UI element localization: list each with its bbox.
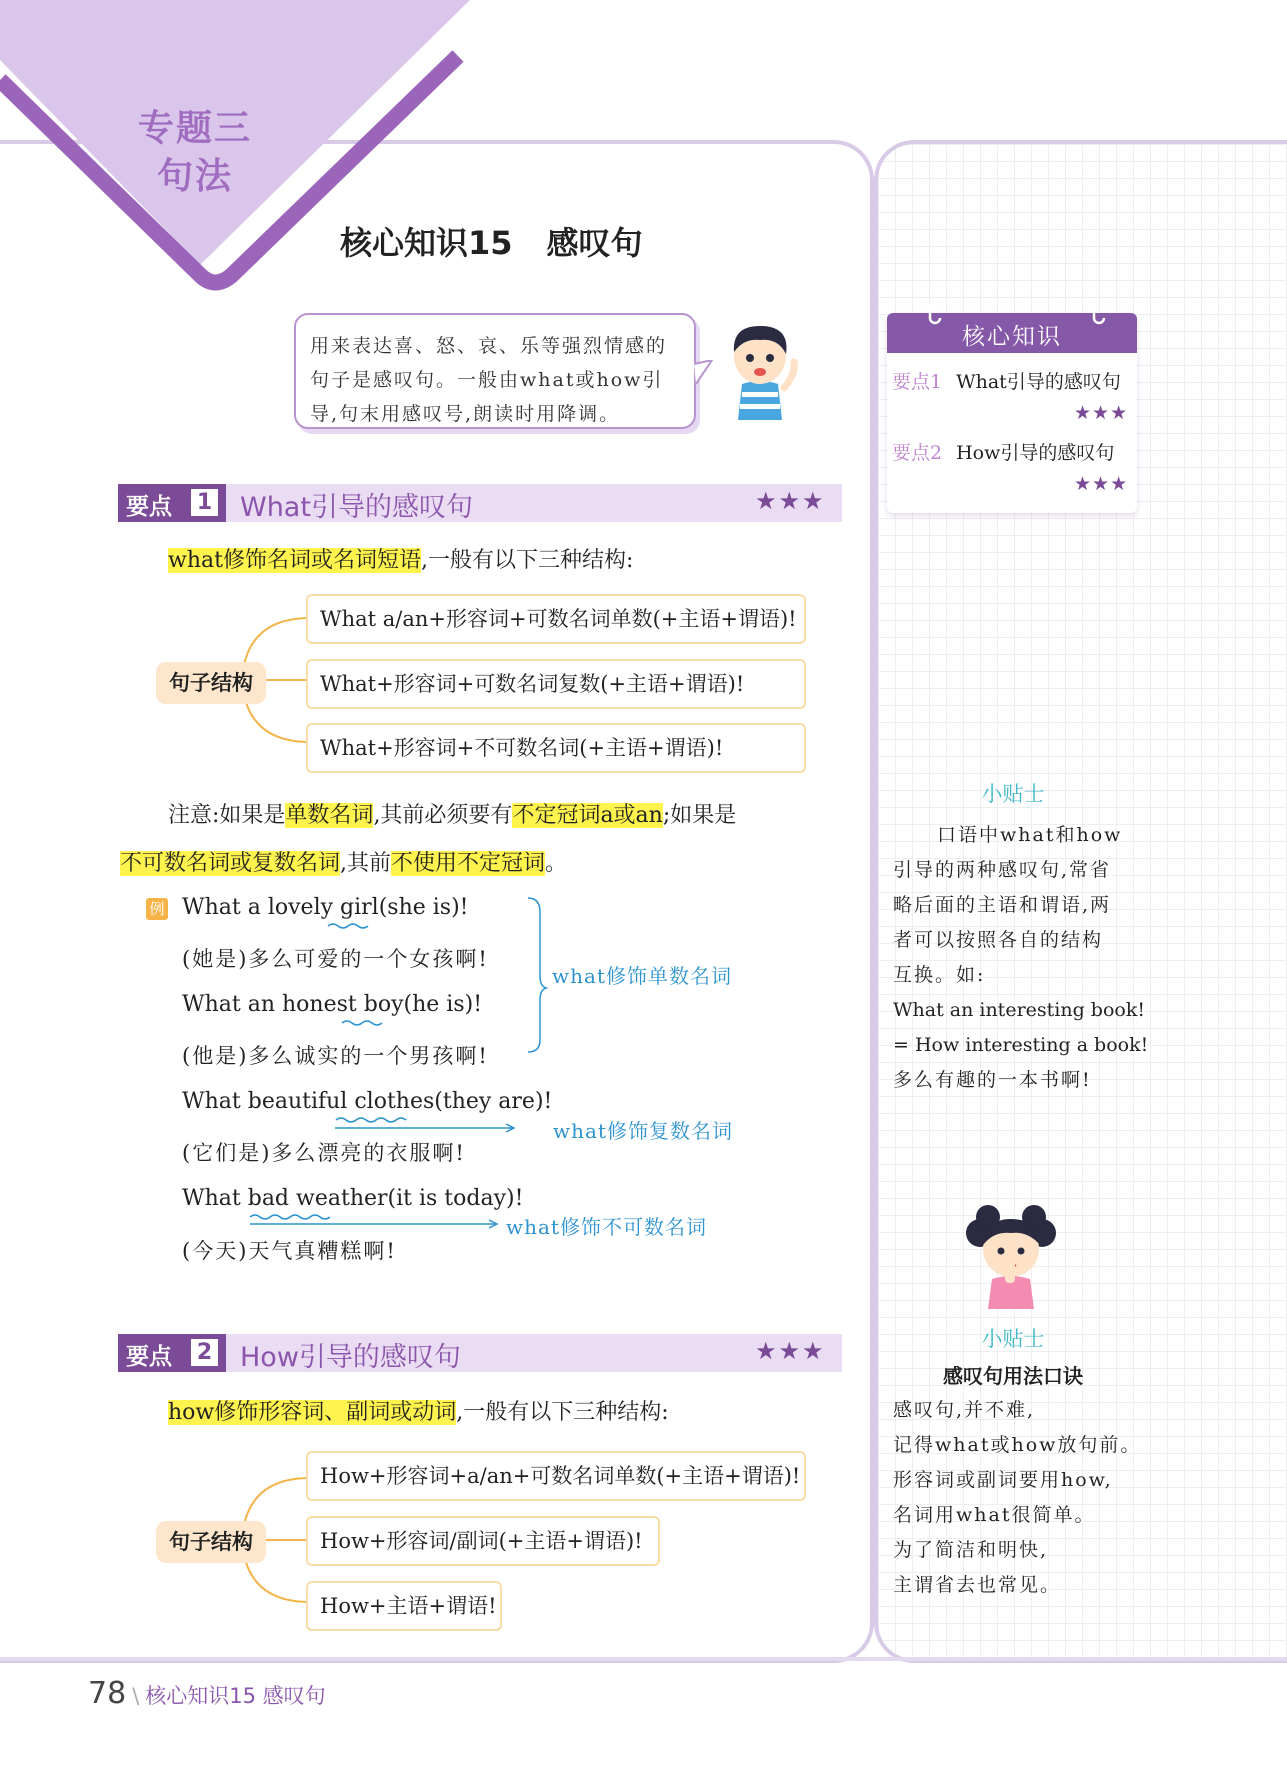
section2-number: 2 [191,1339,218,1366]
highlight: how修饰形容词、副词或动词 [168,1400,457,1425]
note-text: ,其前 [340,851,392,876]
item-text: How引导的感叹句 [956,442,1115,464]
item-stars: ★★★ [1074,473,1129,495]
core-knowledge-item [892,438,1114,465]
section1-structure-box: What a/an+形容词+可数名词单数(+主语+谓语)! [306,594,806,644]
tip-line: 形容词或副词要用how, [893,1469,1113,1491]
page-title-name: 感叹句 [546,224,643,262]
note-text: ,其前必须要有 [373,803,513,828]
topic-line-2: 句法 [156,156,233,197]
section2-lead [168,1395,669,1426]
intro-line: 导,句末用感叹号,朗读时用降调。 [310,403,621,425]
example-annotations [150,890,750,1250]
section1-lead-rest: ,一般有以下三种结构: [420,548,634,573]
section2-label: 要点 [126,1344,172,1370]
tip-line: 名词用what很简单。 [893,1504,1096,1526]
tip-line: 多么有趣的一本书啊! [893,1069,1092,1091]
highlight: 不可数名词或复数名词 [120,851,341,876]
example-en-text: What beautiful [182,1089,355,1114]
annotation-plural: what修饰复数名词 [553,1119,733,1143]
tip1-title: 小贴士 [981,782,1045,806]
highlight: 不定冠词a或an [512,803,663,828]
section1-struct-label: 句子结构 [156,662,266,704]
section2-stars: ★★★ [755,1337,826,1365]
tip-line: What an interesting book! [893,999,1145,1021]
tip-line: 互换。如: [893,964,986,986]
section1-label: 要点 [126,494,172,520]
example-en-text: (they are)! [434,1089,553,1114]
example-en-text: What an honest [182,992,364,1017]
section1-note-line1 [168,798,736,829]
tip1-body [893,818,1148,1098]
section1-header-bar [118,484,842,522]
page-footer [88,1676,326,1711]
example-cn: (它们是)多么漂亮的衣服啊! [182,1141,466,1165]
section2-structure-box: How+形容词+a/an+可数名词单数(+主语+谓语)! [306,1451,806,1501]
section2-lead-rest: ,一般有以下三种结构: [456,1400,669,1425]
tip-line: 主谓省去也常见。 [893,1574,1062,1596]
item-label: 要点2 [892,442,943,464]
footer-separator: \ [132,1684,140,1708]
tip-line: 者可以按照各自的结构 [893,929,1104,951]
example-en-text: (he is)! [403,992,483,1017]
example-en-text: What bad [182,1186,297,1211]
note-text: ;如果是 [662,803,737,828]
note-text: 。 [545,851,568,876]
tip2-body [893,1393,1141,1603]
annotation-singular: what修饰单数名词 [552,964,732,988]
example-keyword: boy [363,992,404,1017]
topic-line-1: 专题三 [137,108,252,149]
section1-structure-box: What+形容词+不可数名词(+主语+谓语)! [306,723,806,773]
tip-line: 记得what或how放句前。 [893,1434,1142,1456]
example-cn: (今天)天气真糟糕啊! [182,1239,397,1263]
boy-illustration [720,318,804,428]
example-badge: 例 [146,898,168,920]
highlight: 单数名词 [285,803,374,828]
note-text: 注意:如果是 [168,803,286,828]
item-label: 要点1 [892,371,943,393]
example-en-text: (it is today)! [387,1186,524,1211]
tip-line: 口语中what和how [937,824,1123,846]
tip-line: 为了简洁和明快, [893,1539,1049,1561]
tip2-title: 小贴士 [981,1327,1045,1351]
bottom-divider [0,1657,1287,1661]
section1-number: 1 [191,489,218,516]
example-keyword: girl [340,895,379,920]
intro-line: 用来表达喜、怒、哀、乐等强烈情感的 [310,335,668,357]
page-title [340,218,643,264]
section2-structure-box: How+形容词/副词(+主语+谓语)! [306,1516,660,1566]
highlight: what修饰名词或名词短语 [168,548,421,573]
example-cn: (他是)多么诚实的一个男孩啊! [182,1044,489,1068]
section1-structure-box: What+形容词+可数名词复数(+主语+谓语)! [306,659,806,709]
example-keyword: clothes [354,1089,435,1114]
section1-lead [168,543,633,574]
section2-struct-label: 句子结构 [156,1521,266,1563]
tip-line: 引导的两种感叹句,常省 [893,859,1112,881]
example-en-text: What a lovely [182,895,341,920]
section1-stars: ★★★ [755,487,826,515]
section1-title: What引导的感叹句 [240,492,473,523]
footer-text: 核心知识15 感叹句 [145,1684,326,1708]
tip-line: 感叹句,并不难, [893,1399,1036,1421]
core-knowledge-title: 核心知识 [962,324,1062,350]
example-keyword: weather [296,1186,388,1211]
page-title-number: 核心知识15 [340,224,513,262]
intro-speech-bubble [294,313,696,429]
section1-note-line2 [120,846,567,877]
section2-title: How引导的感叹句 [240,1342,461,1373]
tip-line: 略后面的主语和谓语,两 [893,894,1112,916]
page-number: 78 [88,1676,127,1711]
tip-line: = How interesting a book! [893,1034,1149,1056]
core-knowledge-item [892,367,1121,394]
section2-header-bar [118,1334,842,1372]
tip2-subtitle: 感叹句用法口诀 [943,1364,1083,1388]
example-cn: (她是)多么可爱的一个女孩啊! [182,947,489,971]
item-text: What引导的感叹句 [956,371,1121,393]
example-en-text: (she is)! [378,895,469,920]
girl-illustration [958,1205,1064,1309]
section2-structure-box: How+主语+谓语! [306,1581,502,1631]
item-stars: ★★★ [1074,402,1129,424]
intro-line: 句子是感叹句。一般由what或how引 [310,369,664,391]
highlight: 不使用不定冠词 [391,851,546,876]
bubble-tail [694,360,716,390]
annotation-uncountable: what修饰不可数名词 [506,1215,707,1239]
